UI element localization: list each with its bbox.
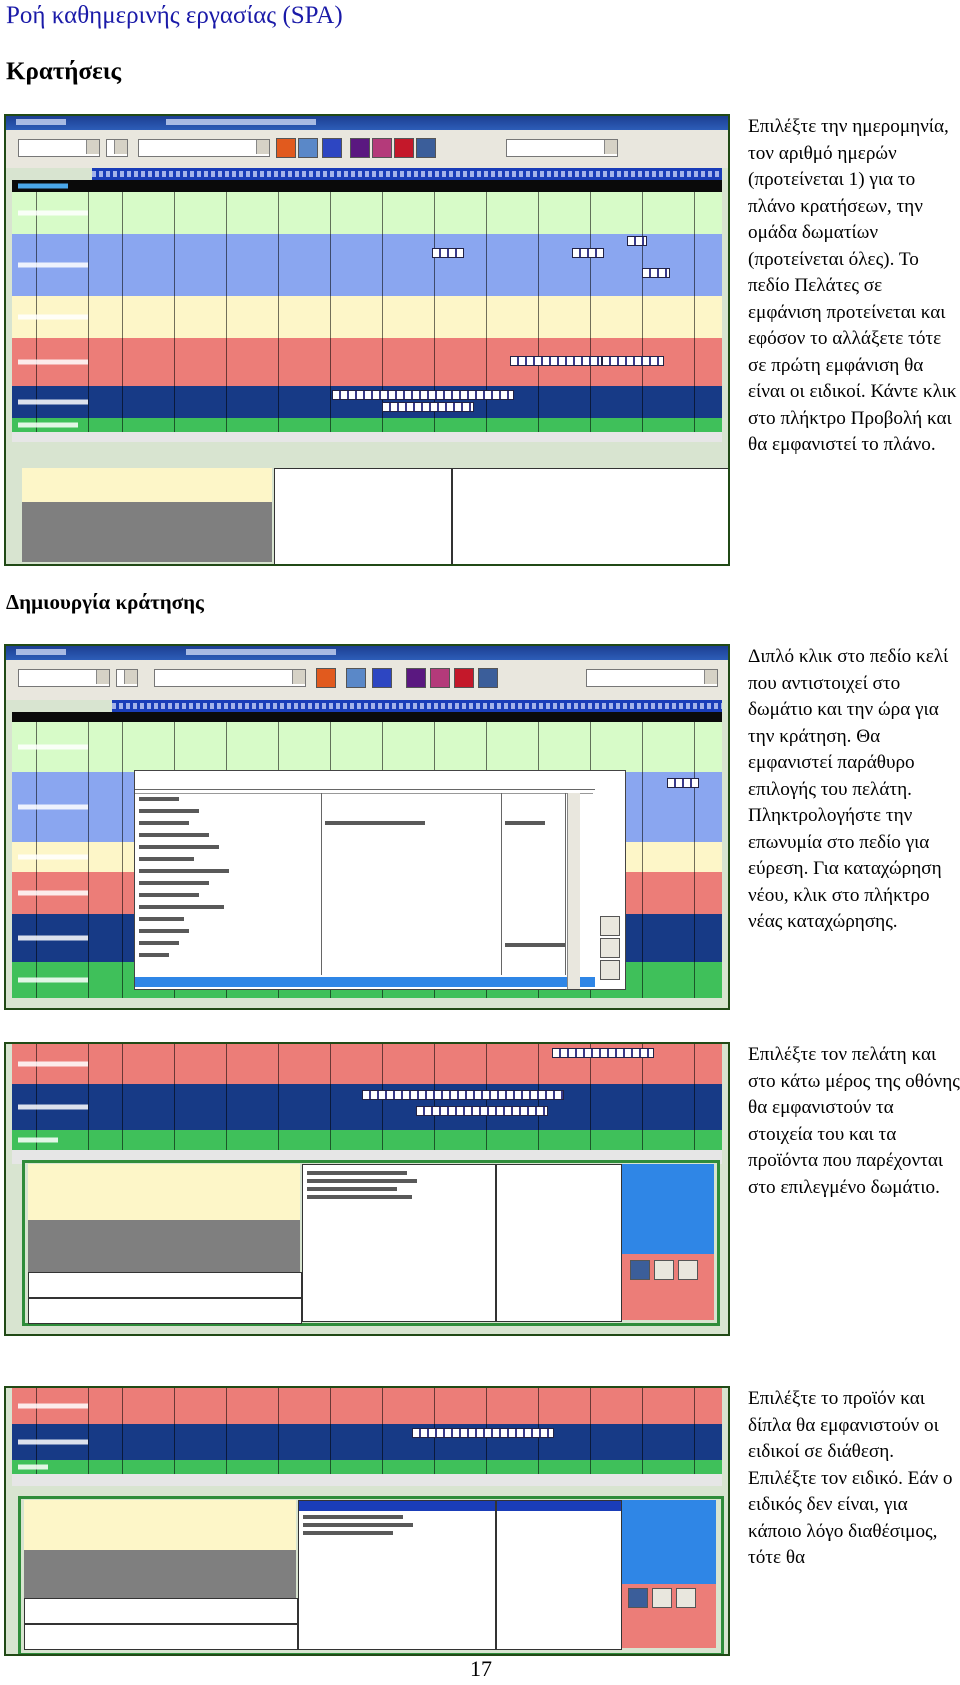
users-icon[interactable] [406,668,426,688]
delete-icon[interactable] [394,138,414,158]
screenshot-create-booking [4,644,730,1010]
page-number: 17 [470,1656,492,1681]
scrollbar[interactable] [567,793,580,989]
refresh-icon[interactable] [298,138,318,158]
specialists-list[interactable] [496,1500,622,1650]
action-icon[interactable] [630,1260,650,1280]
products-list[interactable] [302,1164,496,1322]
step-3-text: Επιλέξτε τον πελάτη και στο κάτω μέρος της οθόνης θα εμφανιστούν τα στοιχεία του και τα προϊόντα που παρέχονται στο επιλεγμένο δωμάτιο. [748,1044,960,1198]
export-icon[interactable] [316,668,336,688]
refresh-icon[interactable] [346,668,366,688]
days-combo[interactable] [116,669,138,687]
screenshot-booking-plan [4,114,730,566]
subsection-heading: Δημιουργία κράτησης [6,590,204,614]
action-icon[interactable] [676,1588,696,1608]
days-combo[interactable] [106,139,128,157]
products-list[interactable] [298,1500,496,1650]
save-icon[interactable] [322,138,342,158]
action-icon[interactable] [678,1260,698,1280]
action-icon[interactable] [654,1260,674,1280]
new-customer-icon[interactable] [600,916,620,936]
screenshot-customer-selected [4,1042,730,1336]
section-heading: Κρατήσεις [6,58,122,85]
booking-grid[interactable] [12,1044,722,1164]
app-titlebar [6,646,728,660]
print-icon[interactable] [478,668,498,688]
booking-grid[interactable] [12,168,722,442]
app-toolbar [6,660,728,700]
users-icon[interactable] [350,138,370,158]
staff-icon[interactable] [372,138,392,158]
step-1-text: Επιλέξτε την ημερομηνία, τον αριθμό ημερών (προτείνεται 1) για το πλάνο κρατήσεων, την ομάδα δωματίων (προτείνεται όλες). Το πεδίο Πελάτες σε εμφάνιση προτείνεται και εφόσον το αλλάξετε τότε σε πρώτη εμφάνιση θα είναι οι ειδικοί. Κάντε κλικ στο πλήκτρο Προβολή και θα εμφανιστεί το πλάνο. [748,116,957,455]
step-2-text: Διπλό κλικ στο πεδίο κελί που αντιστοιχεί στο δωμάτιο και την ώρα για την κράτηση. Θα εμφανιστεί παράθυρο επιλογής του πελάτη. Πληκτρολογήστε την επωνυμία στο πεδίο για εύρεση. Για καταχώρηση νέου, κλικ στο πλήκτρο νέας καταχώρησης. [748,646,949,932]
customers-display-combo[interactable] [506,139,618,157]
customer-select-popup[interactable] [134,770,626,990]
staff-icon[interactable] [430,668,450,688]
room-group-combo[interactable] [154,669,306,687]
save-icon[interactable] [372,668,392,688]
action-icon[interactable] [652,1588,672,1608]
app-toolbar [6,130,728,168]
booking-grid[interactable] [12,1388,722,1486]
export-icon[interactable] [276,138,296,158]
customers-display-combo[interactable] [586,669,718,687]
step-4-text: Επιλέξτε το προϊόν και δίπλα θα εμφανιστούν οι ειδικοί σε διάθεση. Επιλέξτε τον ειδικό. Εάν ο ειδικός δεν είναι, για κάποιο λόγο διαθέσιμος, τότε θα [748,1388,953,1568]
date-combo[interactable] [18,139,100,157]
select-customer-icon[interactable] [600,960,620,980]
screenshot-product-selected [4,1386,730,1656]
edit-customer-icon[interactable] [600,938,620,958]
customer-details-panel [28,1164,300,1220]
action-icon[interactable] [628,1588,648,1608]
room-group-combo[interactable] [138,139,270,157]
print-icon[interactable] [416,138,436,158]
customer-search-field[interactable] [135,771,595,790]
document-title: Ροή καθημερινής εργασίας (SPA) [6,2,343,29]
date-combo[interactable] [18,669,110,687]
delete-icon[interactable] [454,668,474,688]
app-titlebar [6,116,728,130]
